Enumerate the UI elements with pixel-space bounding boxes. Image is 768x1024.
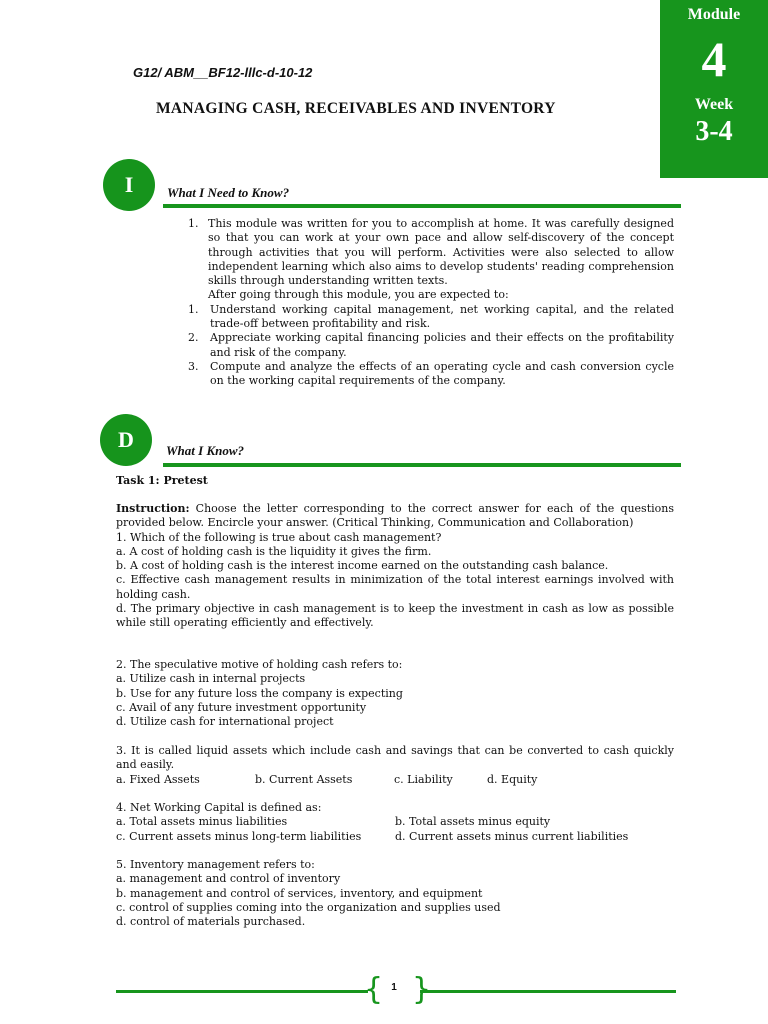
objective-item: 3. Compute and analyze the effects of an operating cycle and cash conversion cycle on the working capital requirements of the company. <box>188 359 674 388</box>
choice: b. Current Assets <box>255 772 353 786</box>
question-4 <box>116 801 674 844</box>
instruction-text: Choose the letter corresponding to the correct answer for each of the questions provided below. Encircle your answer. (Critical Thinking, Communication and Collaboration) <box>116 502 674 530</box>
question-stem: 4. Net Working Capital is defined as: <box>116 801 322 814</box>
footer-rule-left <box>116 990 368 993</box>
section-d-badge: D <box>100 414 152 466</box>
choice: b. management and control of services, inventory, and equipment <box>116 886 483 900</box>
list-item-number: 1. <box>188 217 199 230</box>
instruction-label: Instruction: <box>116 502 190 515</box>
question-5 <box>116 858 674 929</box>
page-number: 1 <box>391 982 397 993</box>
page-title: MANAGING CASH, RECEIVABLES AND INVENTORY <box>156 100 556 117</box>
choice: c. control of supplies coming into the organization and supplies used <box>116 900 501 914</box>
choice: c. Current assets minus long-term liabilities <box>116 829 362 843</box>
objective-item: 1. Understand working capital management, net working capital, and the related trade-off between profitability and risk. <box>188 302 674 331</box>
choice: a. Utilize cash in internal projects <box>116 672 306 686</box>
section-d-title: What I Know? <box>166 443 245 458</box>
section-i-badge: I <box>103 159 155 211</box>
choice: c. Effective cash management results in minimization of the total interest earnings involved with holding cash. <box>116 573 674 601</box>
task-title: Task 1: Pretest <box>116 474 208 487</box>
choice: a. Fixed Assets <box>116 772 200 786</box>
list-item <box>188 217 674 389</box>
choice: a. A cost of holding cash is the liquidity it gives the firm. <box>116 544 432 558</box>
question-stem: 2. The speculative motive of holding cash refers to: <box>116 658 403 671</box>
week-label: Week <box>694 96 734 113</box>
choice: a. Total assets minus liabilities <box>116 815 288 829</box>
choice: c. Liability <box>394 772 453 786</box>
competency-code: G12/ ABM__BF12-lllc-d-10-12 <box>133 65 313 80</box>
choice: d. The primary objective in cash management is to keep the investment in cash as low as possible while still operating efficiently and effectively. <box>116 602 674 630</box>
footer-rule-right <box>420 990 676 993</box>
question-stem: 3. It is called liquid assets which include cash and savings that can be converted to cash quickly and easily. <box>116 744 674 772</box>
choice: d. Current assets minus current liabilities <box>395 829 629 843</box>
choice: a. management and control of inventory <box>116 872 341 886</box>
objectives-intro: After going through this module, you are expected to: <box>208 288 509 302</box>
module-badge <box>660 0 768 178</box>
module-number: 4 <box>701 31 727 87</box>
section-i-title: What I Need to Know? <box>167 185 290 200</box>
question-3 <box>116 744 674 787</box>
section-i-divider <box>163 204 681 208</box>
right-brace-icon: } <box>412 972 432 1007</box>
choice: d. control of materials purchased. <box>116 915 306 929</box>
choice: d. Equity <box>487 772 538 786</box>
choice: b. Use for any future loss the company is expecting <box>116 686 403 700</box>
question-2 <box>116 658 674 729</box>
question-stem: 5. Inventory management refers to: <box>116 858 315 871</box>
left-brace-icon: { <box>364 972 384 1007</box>
choice: c. Avail of any future investment opportunity <box>116 700 367 714</box>
objective-item: 2. Appreciate working capital financing policies and their effects on the profitability and risk of the company. <box>188 331 674 359</box>
week-number: 3-4 <box>695 116 733 147</box>
choice: b. Total assets minus equity <box>395 815 551 829</box>
choice: d. Utilize cash for international project <box>116 715 334 729</box>
section-d-divider <box>163 463 681 467</box>
question-stem: 1. Which of the following is true about cash management? <box>116 530 442 544</box>
list-item-text: This module was written for you to accomplish at home. It was carefully designed so that you can work at your own pace and allow self-discovery of the concept through activities that you will perform. Activities were also selected to allow independent learning which also aims to develop students' reading comprehension skills through understanding written texts. <box>208 217 674 288</box>
choice: b. A cost of holding cash is the interest income earned on the outstanding cash balance. <box>116 559 609 573</box>
section-i-content <box>188 217 674 389</box>
instruction <box>116 502 674 631</box>
module-label: Module <box>687 6 741 23</box>
